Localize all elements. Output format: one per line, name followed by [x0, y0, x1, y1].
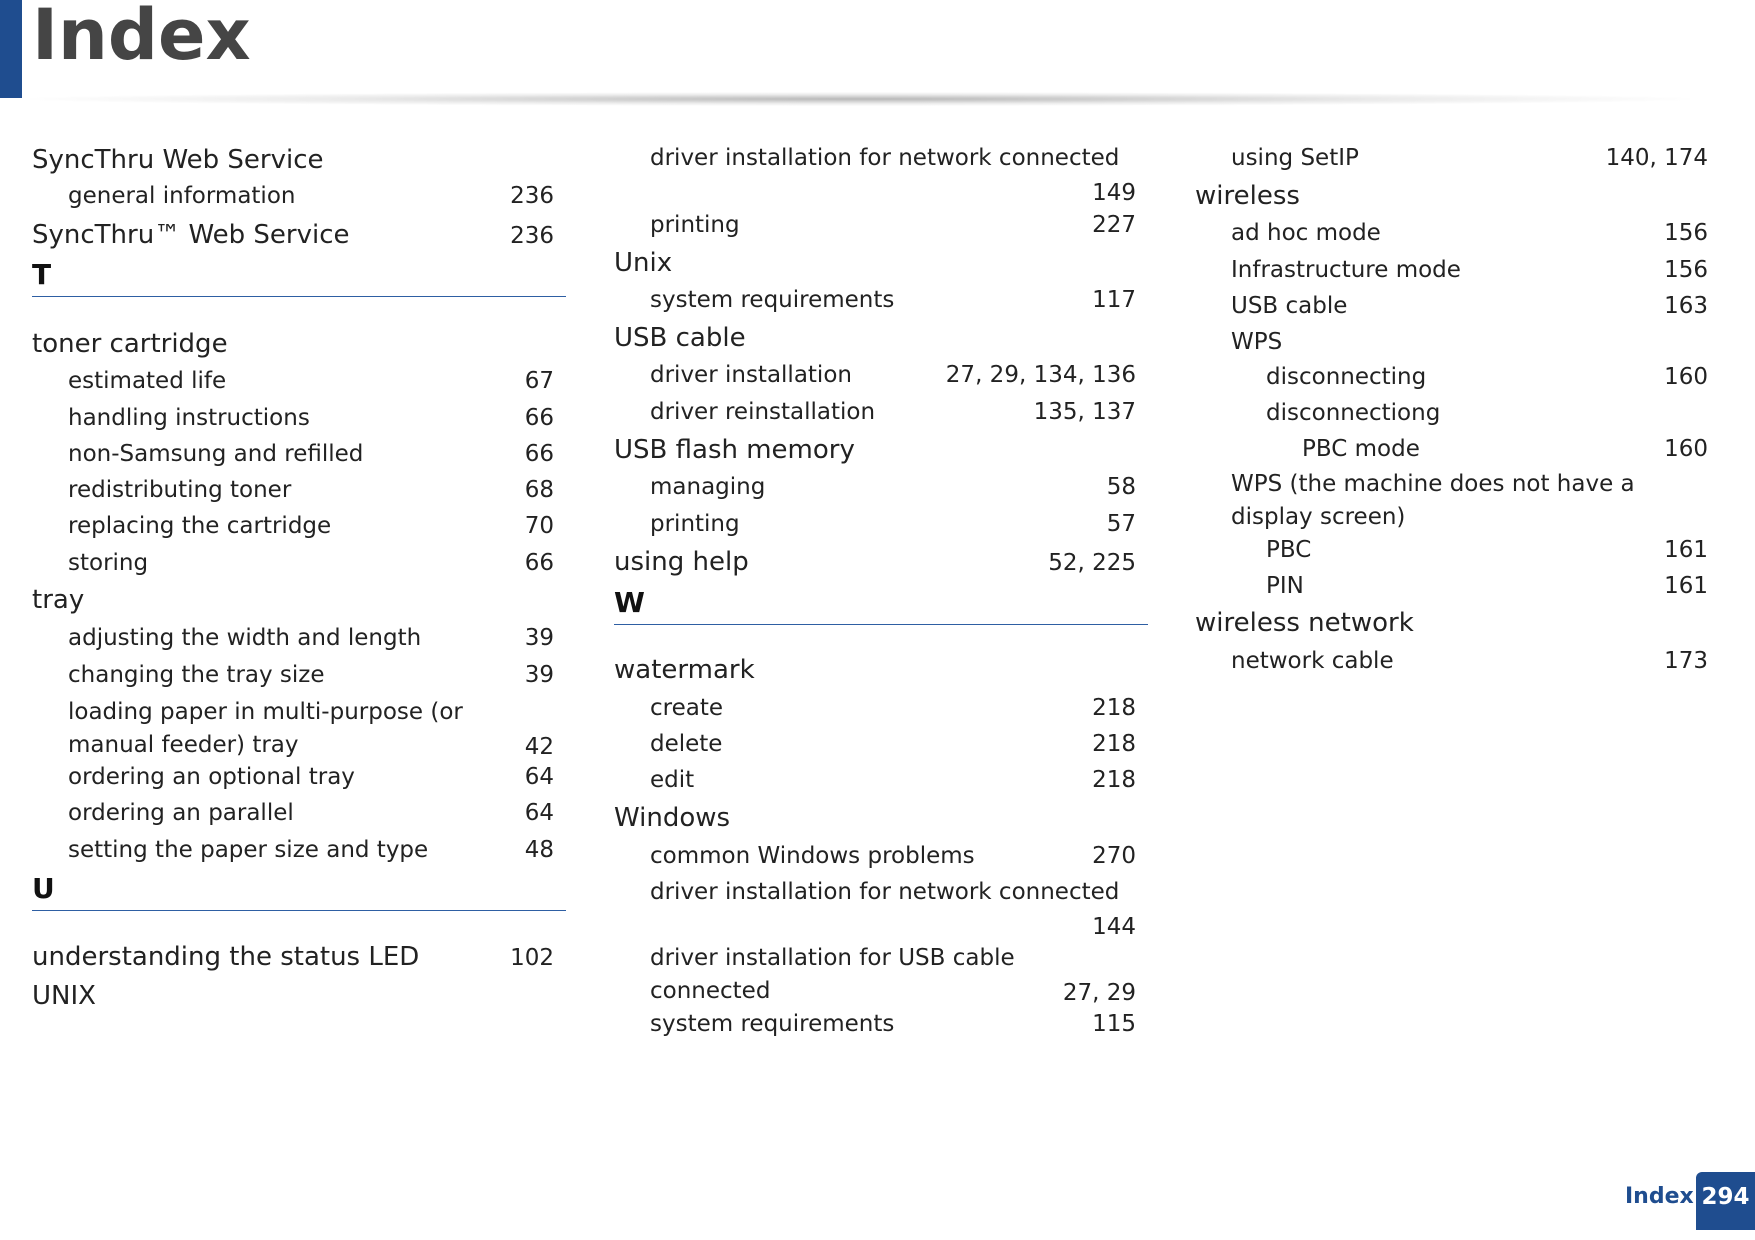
page-ref: 42 — [524, 734, 554, 760]
index-subentry: network cable 173 — [1195, 641, 1720, 681]
index-entry: using help 52, 225 — [614, 542, 1148, 582]
page-ref: 218 — [1092, 767, 1136, 793]
index-subentry: Infrastructure mode 156 — [1195, 250, 1720, 290]
page-number-badge: 294 — [1696, 1172, 1755, 1230]
index-subentry: edit 218 — [614, 760, 1148, 800]
index-subentry: driver installation 27, 29, 134, 136 — [614, 355, 1148, 395]
index-subentry: ordering an parallel 64 — [32, 793, 566, 833]
index-subentry: USB cable 163 — [1195, 286, 1720, 326]
index-subentry: setting the paper size and type 48 — [32, 830, 566, 870]
section-letter-u: U — [32, 868, 566, 911]
index-entry: SyncThru Web Service — [32, 145, 324, 175]
index-entry: tray — [32, 585, 85, 615]
index-subentry: common Windows problems 270 — [614, 836, 1148, 876]
index-subentry: printing 57 — [614, 504, 1148, 544]
index-entry: toner cartridge — [32, 329, 228, 359]
page-ref: 39 — [524, 625, 554, 651]
page-ref: 117 — [1092, 287, 1136, 313]
index-subentry: redistributing toner 68 — [32, 470, 566, 510]
index-entry: UNIX — [32, 981, 96, 1011]
index-entry: Unix — [614, 248, 673, 278]
index-subentry: PIN 161 — [1195, 566, 1720, 606]
page-ref: 70 — [524, 513, 554, 539]
index-subentry: non-Samsung and refilled 66 — [32, 434, 566, 474]
index-subentry: disconnectiong — [1266, 400, 1441, 426]
page-ref: 218 — [1092, 695, 1136, 721]
page-ref: 161 — [1664, 573, 1708, 599]
page-ref: 140, 174 — [1605, 145, 1708, 171]
index-entry: wireless — [1195, 181, 1300, 211]
index-subentry: using SetIP 140, 174 — [1195, 138, 1720, 178]
index-subentry: changing the tray size 39 — [32, 655, 566, 695]
index-subentry: handling instructions 66 — [32, 398, 566, 438]
page-ref: 67 — [524, 368, 554, 394]
header-divider-shadow — [30, 92, 1690, 106]
index-subentry: estimated life 67 — [32, 361, 566, 401]
page-ref: 149 — [1092, 180, 1136, 206]
page-ref: 66 — [524, 405, 554, 431]
index-subentry: driver installation for network connected 149 — [614, 142, 1148, 212]
index-subentry: general information 236 — [32, 176, 566, 216]
index-subentry: system requirements 117 — [614, 280, 1148, 320]
page-ref: 135, 137 — [1033, 399, 1136, 425]
index-subentry: replacing the cartridge 70 — [32, 506, 566, 546]
index-subentry: disconnecting 160 — [1195, 357, 1720, 397]
index-subentry: driver reinstallation 135, 137 — [614, 392, 1148, 432]
page-ref: 27, 29, 134, 136 — [945, 362, 1136, 388]
page-ref: 144 — [1092, 914, 1136, 940]
page-ref: 66 — [524, 441, 554, 467]
index-entry: SyncThru™ Web Service 236 — [32, 215, 566, 255]
page-ref: 227 — [1092, 212, 1136, 238]
page-ref: 163 — [1664, 293, 1708, 319]
section-letter-w: W — [614, 582, 1148, 625]
index-entry: Windows — [614, 803, 731, 833]
index-subentry: PBC 161 — [1195, 530, 1720, 570]
index-subentry: driver installation for USB cable connected 27, 29 — [614, 942, 1148, 1012]
page-ref: 161 — [1664, 537, 1708, 563]
header-accent-bar — [0, 0, 22, 98]
index-subentry: delete 218 — [614, 724, 1148, 764]
page-ref: 57 — [1106, 511, 1136, 537]
page-ref: 236 — [510, 223, 554, 249]
page-title: Index — [32, 0, 251, 76]
index-subentry: ordering an optional tray 64 — [32, 757, 566, 797]
index-entry: USB flash memory — [614, 435, 855, 465]
index-entry: watermark — [614, 655, 755, 685]
page-ref: 52, 225 — [1048, 550, 1136, 576]
page-ref: 48 — [524, 837, 554, 863]
index-subentry: PBC mode 160 — [1195, 429, 1720, 469]
index-subentry: driver installation for network connected 144 — [614, 876, 1148, 946]
page-ref: 160 — [1664, 364, 1708, 390]
page-ref: 64 — [524, 800, 554, 826]
page-ref: 64 — [524, 764, 554, 790]
page-ref: 66 — [524, 550, 554, 576]
index-subentry: system requirements 115 — [614, 1004, 1148, 1044]
index-subentry: ad hoc mode 156 — [1195, 213, 1720, 253]
page-ref: 39 — [524, 662, 554, 688]
page-ref: 270 — [1092, 843, 1136, 869]
index-entry: understanding the status LED 102 — [32, 937, 566, 977]
page-ref: 68 — [524, 477, 554, 503]
page-ref: 218 — [1092, 731, 1136, 757]
page-ref: 156 — [1664, 220, 1708, 246]
index-subentry: WPS (the machine does not have a display screen) — [1231, 471, 1635, 530]
page-ref: 173 — [1664, 648, 1708, 674]
index-subentry: adjusting the width and length 39 — [32, 618, 566, 658]
section-letter-t: T — [32, 254, 566, 297]
page-ref: 156 — [1664, 257, 1708, 283]
index-entry: USB cable — [614, 323, 746, 353]
page-ref: 58 — [1106, 474, 1136, 500]
index-subentry: printing 227 — [614, 205, 1148, 245]
page-ref: 115 — [1092, 1011, 1136, 1037]
index-subentry: create 218 — [614, 688, 1148, 728]
footer-section-label: Index — [1625, 1184, 1694, 1209]
page-ref: 160 — [1664, 436, 1708, 462]
index-subentry: managing 58 — [614, 467, 1148, 507]
index-subentry: WPS — [1231, 329, 1283, 355]
index-subentry: storing 66 — [32, 543, 566, 583]
page-ref: 27, 29 — [1062, 980, 1136, 1006]
index-entry: wireless network — [1195, 608, 1414, 638]
index-subentry: loading paper in multi-purpose (or manual feeder) tray 42 — [32, 696, 566, 766]
page-ref: 102 — [510, 945, 554, 971]
page-ref: 236 — [510, 183, 554, 209]
